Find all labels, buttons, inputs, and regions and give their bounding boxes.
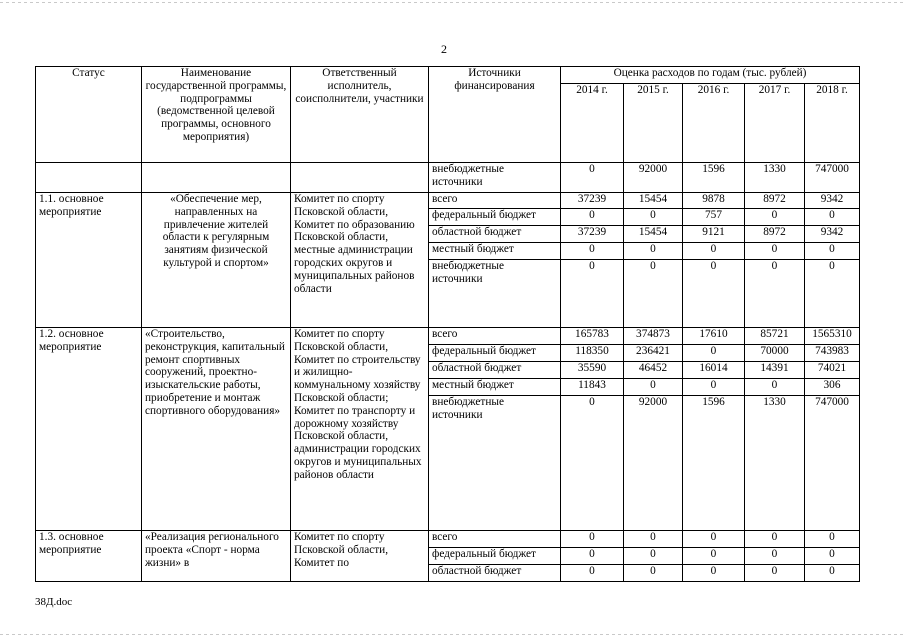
value-cell: 306 [805,379,860,396]
value-cell: 747000 [805,396,860,531]
scan-bottom-edge [0,634,905,635]
value-cell: 1330 [745,163,805,193]
value-cell: 374873 [624,328,683,345]
value-cell: 14391 [745,362,805,379]
source-cell: областной бюджет [429,565,561,582]
source-cell: внебюджетные источники [429,163,561,193]
scan-top-edge [0,2,905,3]
name-cell: «Обеспечение мер, направленных на привлечение жителей области к регулярным занятиям физической культурой и спортом» [142,193,291,328]
table-row [36,328,860,345]
value-cell: 0 [683,379,745,396]
value-cell: 37239 [561,193,624,209]
value-cell: 17610 [683,328,745,345]
value-cell: 0 [805,243,860,260]
value-cell: 0 [624,565,683,582]
status-cell: 1.2. основное мероприятие [36,328,142,531]
value-cell: 70000 [745,345,805,362]
status-cell: 1.1. основное мероприятие [36,193,142,328]
value-cell: 37239 [561,226,624,243]
header-year: 2018 г. [805,84,860,163]
status-cell [36,163,142,193]
value-cell: 0 [624,243,683,260]
value-cell: 0 [683,531,745,548]
table-row [36,163,860,193]
value-cell: 0 [805,531,860,548]
value-cell: 757 [683,209,745,226]
value-cell: 8972 [745,193,805,209]
value-cell: 0 [805,209,860,226]
value-cell: 35590 [561,362,624,379]
source-cell: областной бюджет [429,226,561,243]
value-cell: 9342 [805,226,860,243]
value-cell: 15454 [624,193,683,209]
value-cell: 46452 [624,362,683,379]
header-responsible: Ответственный исполнитель, соисполнители, участники [291,67,429,163]
value-cell: 0 [561,396,624,531]
value-cell: 1565310 [805,328,860,345]
expenses-table [35,66,860,582]
source-cell: внебюджетные источники [429,396,561,531]
value-cell: 0 [745,260,805,328]
name-cell: «Реализация регионального проекта «Спорт - норма жизни» в [142,531,291,582]
value-cell: 1596 [683,396,745,531]
value-cell: 0 [683,243,745,260]
value-cell: 0 [805,260,860,328]
value-cell: 0 [745,565,805,582]
value-cell: 236421 [624,345,683,362]
value-cell: 0 [624,531,683,548]
value-cell: 0 [624,548,683,565]
table-row [36,531,860,548]
value-cell: 0 [745,548,805,565]
value-cell: 0 [745,531,805,548]
value-cell: 9878 [683,193,745,209]
value-cell: 85721 [745,328,805,345]
value-cell: 0 [805,565,860,582]
value-cell: 0 [561,163,624,193]
value-cell: 74021 [805,362,860,379]
value-cell: 0 [561,260,624,328]
source-cell: федеральный бюджет [429,209,561,226]
value-cell: 743983 [805,345,860,362]
header-status: Статус [36,67,142,163]
source-cell: всего [429,531,561,548]
value-cell: 0 [683,548,745,565]
value-cell: 16014 [683,362,745,379]
source-cell: областной бюджет [429,362,561,379]
responsible-cell: Комитет по спорту Псковской области, Комитет по строительству и жилищно-коммунальному хозяйству Псковской области; Комитет по транспорту и дорожному хозяйству Псковской области, администрации городских округов и муниципальных районов области [291,328,429,531]
footer-filename: 38Д.doc [35,596,73,608]
value-cell: 0 [805,548,860,565]
header-year: 2014 г. [561,84,624,163]
value-cell: 92000 [624,396,683,531]
value-cell: 92000 [624,163,683,193]
source-cell: всего [429,328,561,345]
value-cell: 11843 [561,379,624,396]
value-cell: 0 [624,209,683,226]
value-cell: 0 [745,209,805,226]
value-cell: 118350 [561,345,624,362]
value-cell: 1330 [745,396,805,531]
responsible-cell [291,163,429,193]
page-number: 2 [441,42,447,56]
name-cell [142,163,291,193]
value-cell: 9121 [683,226,745,243]
value-cell: 0 [561,565,624,582]
responsible-cell: Комитет по спорту Псковской области, Комитет по образованию Псковской области, местные администрации городских округов и муниципальных районов области [291,193,429,328]
table-row [36,193,860,209]
value-cell: 1596 [683,163,745,193]
source-cell: внебюджетные источники [429,260,561,328]
header-sources: Источники финансирования [429,67,561,163]
value-cell: 9342 [805,193,860,209]
value-cell: 8972 [745,226,805,243]
value-cell: 747000 [805,163,860,193]
header-expenses: Оценка расходов по годам (тыс. рублей) [561,67,860,84]
value-cell: 15454 [624,226,683,243]
value-cell: 0 [683,345,745,362]
value-cell: 0 [561,548,624,565]
value-cell: 0 [745,379,805,396]
value-cell: 0 [561,209,624,226]
header-name: Наименование государственной программы, подпрограммы (ведомственной целевой программы, основного мероприятия) [142,67,291,163]
header-year: 2017 г. [745,84,805,163]
source-cell: всего [429,193,561,209]
source-cell: местный бюджет [429,243,561,260]
value-cell: 0 [624,260,683,328]
value-cell: 165783 [561,328,624,345]
status-cell: 1.3. основное мероприятие [36,531,142,582]
value-cell: 0 [561,531,624,548]
source-cell: местный бюджет [429,379,561,396]
header-year: 2015 г. [624,84,683,163]
name-cell: «Строительство, реконструкция, капитальный ремонт спортивных сооружений, проектно-изыскательские работы, приобретение и монтаж спортивного оборудования» [142,328,291,531]
value-cell: 0 [683,260,745,328]
header-year: 2016 г. [683,84,745,163]
source-cell: федеральный бюджет [429,548,561,565]
responsible-cell: Комитет по спорту Псковской области, Комитет по [291,531,429,582]
source-cell: федеральный бюджет [429,345,561,362]
value-cell: 0 [561,243,624,260]
value-cell: 0 [624,379,683,396]
value-cell: 0 [745,243,805,260]
value-cell: 0 [683,565,745,582]
